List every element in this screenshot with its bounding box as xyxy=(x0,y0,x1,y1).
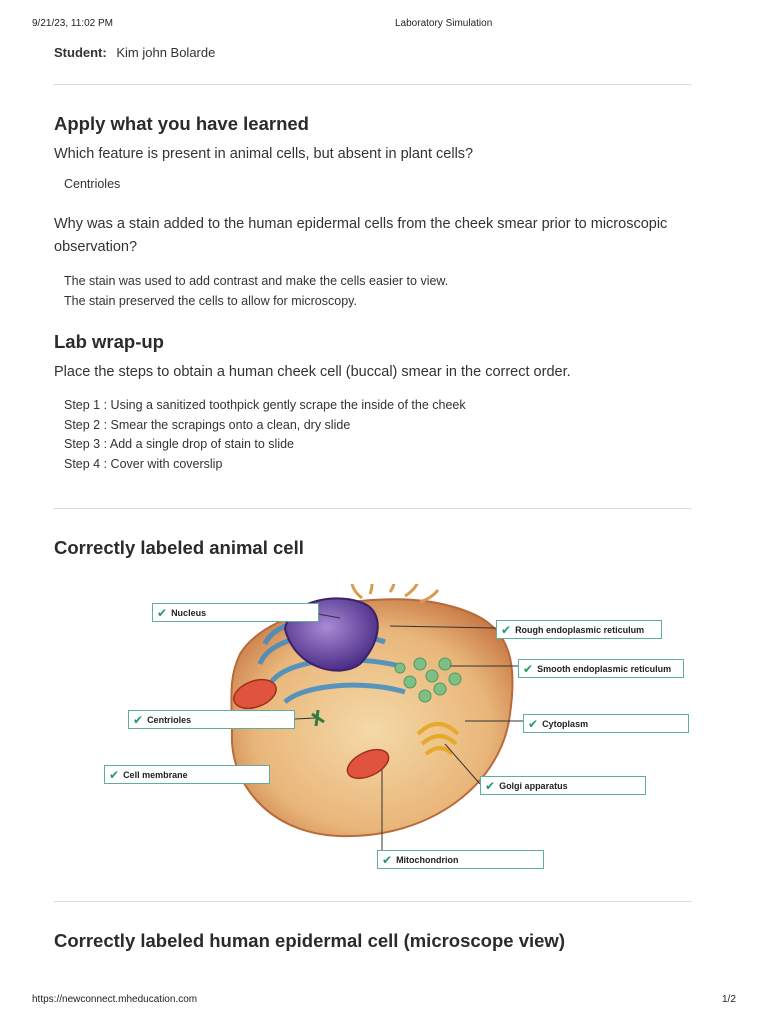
label-smooth-er xyxy=(518,659,684,678)
label-text: Cytoplasm xyxy=(542,718,589,729)
check-icon: ✔ xyxy=(523,661,534,676)
label-text: Golgi apparatus xyxy=(499,780,568,791)
label-text: Nucleus xyxy=(171,607,207,618)
step-3: Step 3 : Add a single drop of stain to slide xyxy=(64,437,295,451)
answer-2 xyxy=(64,272,448,311)
question-2: Why was a stain added to the human epidermal cells from the cheek smear prior to microscopic observation? xyxy=(54,216,668,255)
answer-2-line-2: The stain preserved the cells to allow for microscopy. xyxy=(64,293,357,308)
step-1: Step 1 : Using a sanitized toothpick gently scrape the inside of the cheek xyxy=(64,398,466,412)
student-label: Student: xyxy=(54,45,107,60)
label-cell-membrane xyxy=(104,765,270,784)
divider xyxy=(54,901,692,902)
print-page-number: 1/2 xyxy=(722,994,736,1005)
wrapup-question: Place the steps to obtain a human cheek cell (buccal) smear in the correct order. xyxy=(54,364,571,380)
answer-1 xyxy=(64,175,120,195)
apply-heading: Apply what you have learned xyxy=(54,113,309,134)
label-centrioles xyxy=(128,710,295,729)
check-icon: ✔ xyxy=(528,716,539,731)
divider xyxy=(54,508,692,509)
label-cytoplasm xyxy=(523,714,689,733)
divider xyxy=(54,84,692,85)
label-rough-er xyxy=(496,620,662,639)
steps-list xyxy=(64,396,466,474)
label-text: Centrioles xyxy=(147,714,192,725)
answer-1-text: Centrioles xyxy=(64,177,121,191)
student-row xyxy=(54,45,215,60)
student-name: Kim john Bolarde xyxy=(116,45,216,60)
check-icon: ✔ xyxy=(382,852,393,867)
print-title: Laboratory Simulation xyxy=(395,18,493,29)
label-text: Mitochondrion xyxy=(396,854,459,865)
print-date: 9/21/23, 11:02 PM xyxy=(32,18,113,29)
check-icon: ✔ xyxy=(133,712,144,727)
print-url: https://newconnect.mheducation.com xyxy=(32,994,198,1005)
check-icon: ✔ xyxy=(157,605,168,620)
label-text: Smooth endoplasmic reticulum xyxy=(537,663,672,674)
epidermal-heading: Correctly labeled human epidermal cell (microscope view) xyxy=(54,930,565,951)
label-text: Rough endoplasmic reticulum xyxy=(515,624,645,635)
check-icon: ✔ xyxy=(109,767,120,782)
label-nucleus xyxy=(152,603,319,622)
check-icon: ✔ xyxy=(485,778,496,793)
answer-2-line-1: The stain was used to add contrast and make the cells easier to view. xyxy=(64,274,449,288)
label-text: Cell membrane xyxy=(123,769,188,780)
animal-cell-figure xyxy=(100,584,700,876)
question-1: Which feature is present in animal cells, but absent in plant cells? xyxy=(54,146,474,162)
step-4: Step 4 : Cover with coverslip xyxy=(64,456,223,471)
wrapup-heading: Lab wrap-up xyxy=(54,331,164,352)
animal-cell-heading: Correctly labeled animal cell xyxy=(54,537,304,558)
check-icon: ✔ xyxy=(501,622,512,637)
label-golgi xyxy=(480,776,646,795)
label-mitochondrion xyxy=(377,850,544,869)
step-2: Step 2 : Smear the scrapings onto a clean, dry slide xyxy=(64,417,351,432)
